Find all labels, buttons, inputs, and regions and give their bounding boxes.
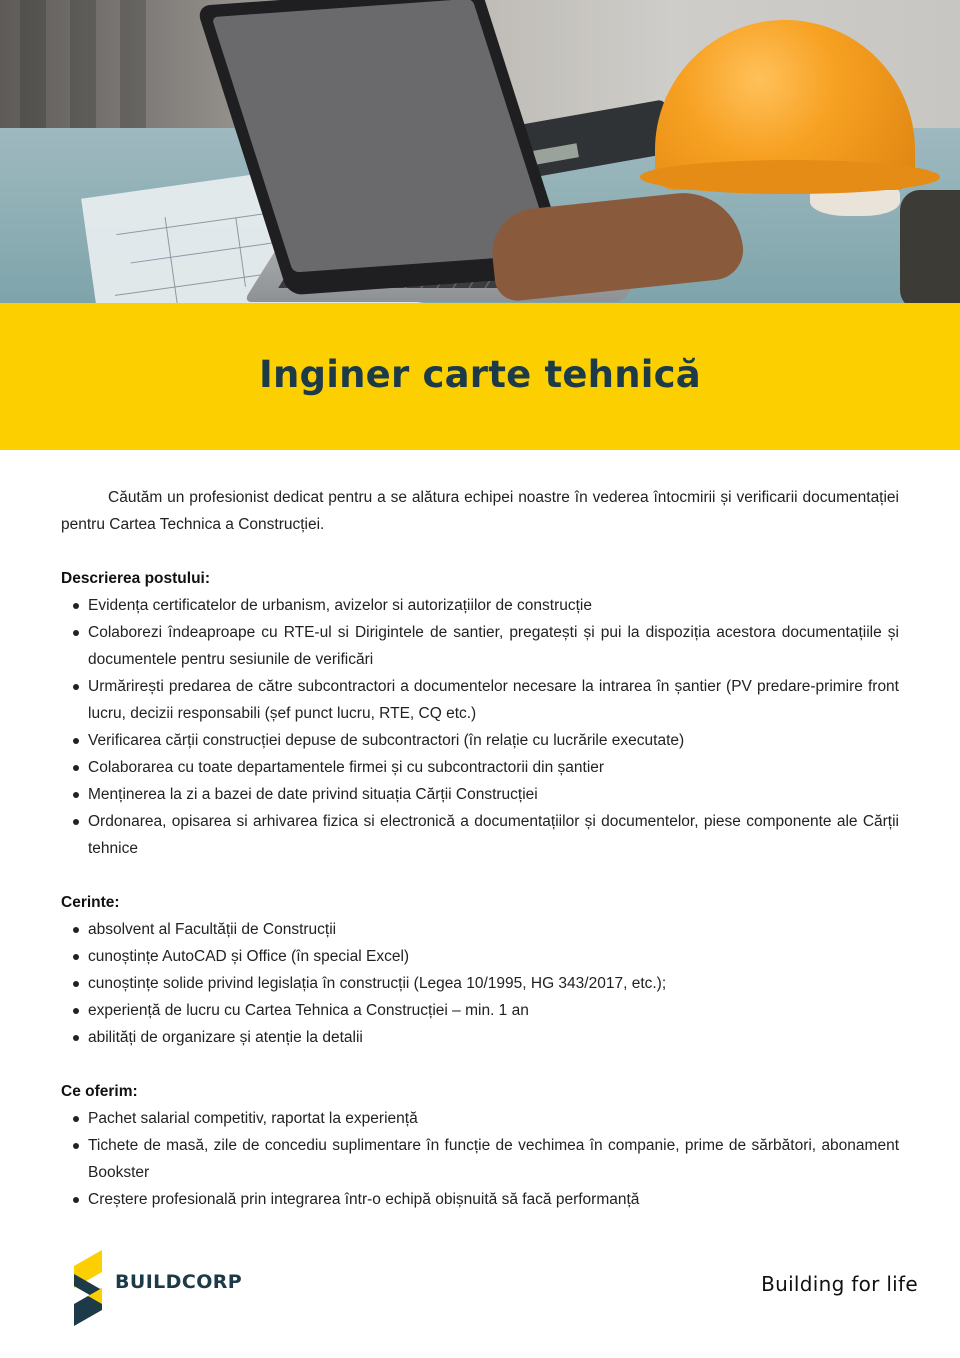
hero-photo bbox=[0, 0, 960, 303]
tagline: Building for life bbox=[761, 1272, 918, 1296]
bullet-list bbox=[61, 592, 899, 862]
list-item: Colaborezi îndeaproape cu RTE-ul si Dirigintele de santier, pregatești și pui la dispoziția acestora documentațiile și documentele pentru sesiunile de verificări bbox=[61, 619, 899, 673]
list-item: Pachet salarial competitiv, raportat la experiență bbox=[61, 1105, 899, 1132]
title-band bbox=[0, 303, 960, 450]
section-job-description bbox=[61, 565, 899, 862]
buildcorp-logo bbox=[72, 1250, 252, 1328]
list-item: Tichete de masă, zile de concediu suplimentare în funcție de vechimea în companie, prime de sărbători, abonament Bookster bbox=[61, 1132, 899, 1186]
bullet-list bbox=[61, 1105, 899, 1213]
section-heading: Ce oferim: bbox=[61, 1083, 138, 1100]
list-item: Menținerea la zi a bazei de date privind situația Cărții Construcției bbox=[61, 781, 899, 808]
list-item: Creștere profesională prin integrarea într-o echipă obișnuită să facă performanță bbox=[61, 1186, 899, 1213]
page-title: Inginer carte tehnică bbox=[259, 353, 701, 396]
logo-text: BUILDCORP bbox=[115, 1271, 243, 1293]
list-item: abilități de organizare și atenție la detalii bbox=[61, 1024, 899, 1051]
list-item: Ordonarea, opisarea si arhivarea fizica si electronică a documentațiilor și documentelor, piese componente ale Cărții tehnice bbox=[61, 808, 899, 862]
list-item: cunoștințe AutoCAD și Office (în special Excel) bbox=[61, 943, 899, 970]
intro-paragraph: Căutăm un profesionist dedicat pentru a se alătura echipei noastre în vederea întocmirii și verificarii documentației pentru Cartea Technica a Construcției. bbox=[61, 489, 899, 533]
section-heading: Cerinte: bbox=[61, 894, 120, 911]
list-item: Colaborarea cu toate departamentele firmei și cu subcontractorii din șantier bbox=[61, 754, 899, 781]
bullet-list bbox=[61, 916, 899, 1051]
list-item: experiență de lucru cu Cartea Tehnica a Construcției – min. 1 an bbox=[61, 997, 899, 1024]
list-item: absolvent al Facultății de Construcții bbox=[61, 916, 899, 943]
list-item: Urmărirești predarea de către subcontractori a documentelor necesare la intrarea în șantier (PV predare-primire front lucru, decizii responsabili (șef punct lucru, RTE, CQ etc.) bbox=[61, 673, 899, 727]
buildcorp-s-logo-icon bbox=[72, 1250, 104, 1326]
section-heading: Descrierea postului: bbox=[61, 570, 211, 587]
section-requirements bbox=[61, 889, 899, 1051]
list-item: Evidența certificatelor de urbanism, avizelor si autorizațiilor de construcție bbox=[61, 592, 899, 619]
job-description bbox=[61, 484, 899, 1213]
list-item: cunoștințe solide privind legislația în construcții (Legea 10/1995, HG 343/2017, etc.); bbox=[61, 970, 899, 997]
list-item: Verificarea cărții construcției depuse de subcontractori (în relație cu lucrările executate) bbox=[61, 727, 899, 754]
section-benefits bbox=[61, 1078, 899, 1213]
